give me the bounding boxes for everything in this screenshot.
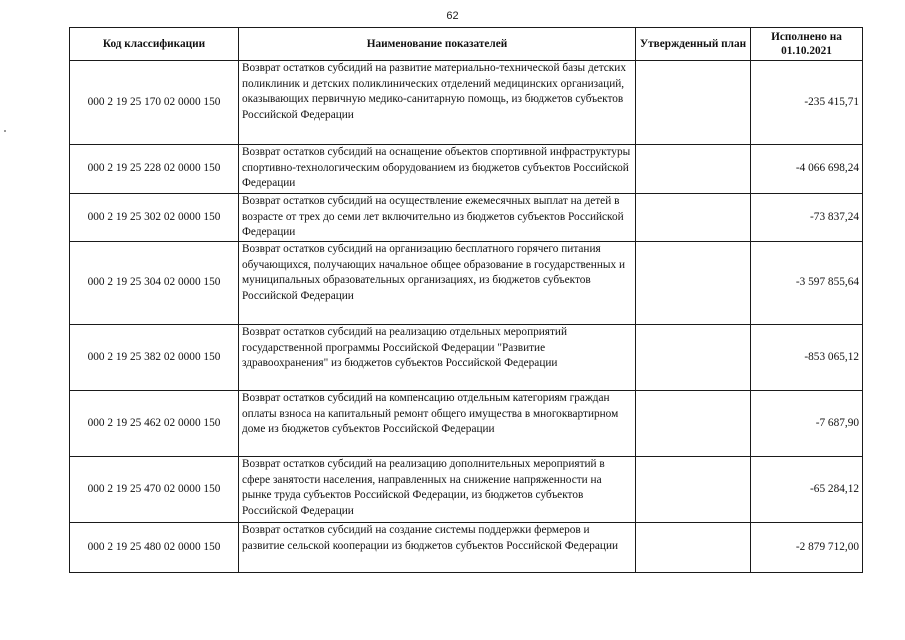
row-done: -2 879 712,00 — [751, 523, 863, 573]
row-plan — [636, 523, 751, 573]
row-done: -4 066 698,24 — [751, 145, 863, 194]
row-plan — [636, 61, 751, 145]
table-row — [70, 145, 863, 194]
row-plan — [636, 457, 751, 523]
row-name: Возврат остатков субсидий на организацию бесплатного горячего питания обучающихся, получающих начальное общее образование в государственных и муниципальных образовательных организациях, из бюджетов субъектов Российской Федерации — [239, 242, 636, 325]
header-plan: Утвержденный план — [636, 28, 751, 61]
row-name: Возврат остатков субсидий на осуществление ежемесячных выплат на детей в возрасте от трех до семи лет включительно из бюджетов субъектов Российской Федерации — [239, 194, 636, 242]
table-header-row — [70, 28, 863, 61]
table-row — [70, 457, 863, 523]
row-name: Возврат остатков субсидий на оснащение объектов спортивной инфраструктуры спортивно-технологическим оборудованием из бюджетов субъектов Российской Федерации — [239, 145, 636, 194]
header-done: Исполнено на 01.10.2021 — [751, 28, 863, 61]
row-done: -65 284,12 — [751, 457, 863, 523]
row-code: 000 2 19 25 470 02 0000 150 — [70, 457, 239, 523]
table-row — [70, 523, 863, 573]
row-done: -235 415,71 — [751, 61, 863, 145]
row-name: Возврат остатков субсидий на компенсацию отдельным категориям граждан оплаты взноса на капитальный ремонт общего имущества в многоквартирном доме из бюджетов субъектов Российской Федерации — [239, 391, 636, 457]
table-row — [70, 194, 863, 242]
row-name: Возврат остатков субсидий на создание системы поддержки фермеров и развитие сельской кооперации из бюджетов субъектов Российской Федерации — [239, 523, 636, 573]
row-done: -853 065,12 — [751, 325, 863, 391]
row-code: 000 2 19 25 382 02 0000 150 — [70, 325, 239, 391]
row-code: 000 2 19 25 480 02 0000 150 — [70, 523, 239, 573]
scan-speck — [4, 130, 6, 132]
header-name: Наименование показателей — [239, 28, 636, 61]
row-name: Возврат остатков субсидий на реализацию дополнительных мероприятий в сфере занятости населения, направленных на снижение напряженности на рынке труда субъектов Российской Федерации, из бюджетов субъектов Российской Федерации — [239, 457, 636, 523]
row-code: 000 2 19 25 304 02 0000 150 — [70, 242, 239, 325]
header-code: Код классификации — [70, 28, 239, 61]
row-done: -7 687,90 — [751, 391, 863, 457]
row-code: 000 2 19 25 228 02 0000 150 — [70, 145, 239, 194]
row-plan — [636, 194, 751, 242]
row-code: 000 2 19 25 170 02 0000 150 — [70, 61, 239, 145]
table-row — [70, 325, 863, 391]
page-number: 62 — [446, 10, 459, 22]
table-row — [70, 391, 863, 457]
budget-table — [69, 27, 863, 573]
row-plan — [636, 325, 751, 391]
row-done: -3 597 855,64 — [751, 242, 863, 325]
row-name: Возврат остатков субсидий на развитие материально-технической базы детских поликлиник и детских поликлинических отделений медицинских организаций, оказывающих первичную медико-санитарную помощь, из бюджетов субъектов Российской Федерации — [239, 61, 636, 145]
row-name: Возврат остатков субсидий на реализацию отдельных мероприятий государственной программы Российской Федерации "Развитие здравоохранения" из бюджетов субъектов Российской Федерации — [239, 325, 636, 391]
row-code: 000 2 19 25 462 02 0000 150 — [70, 391, 239, 457]
row-plan — [636, 242, 751, 325]
table-row — [70, 61, 863, 145]
table-row — [70, 242, 863, 325]
row-done: -73 837,24 — [751, 194, 863, 242]
row-plan — [636, 145, 751, 194]
row-plan — [636, 391, 751, 457]
row-code: 000 2 19 25 302 02 0000 150 — [70, 194, 239, 242]
